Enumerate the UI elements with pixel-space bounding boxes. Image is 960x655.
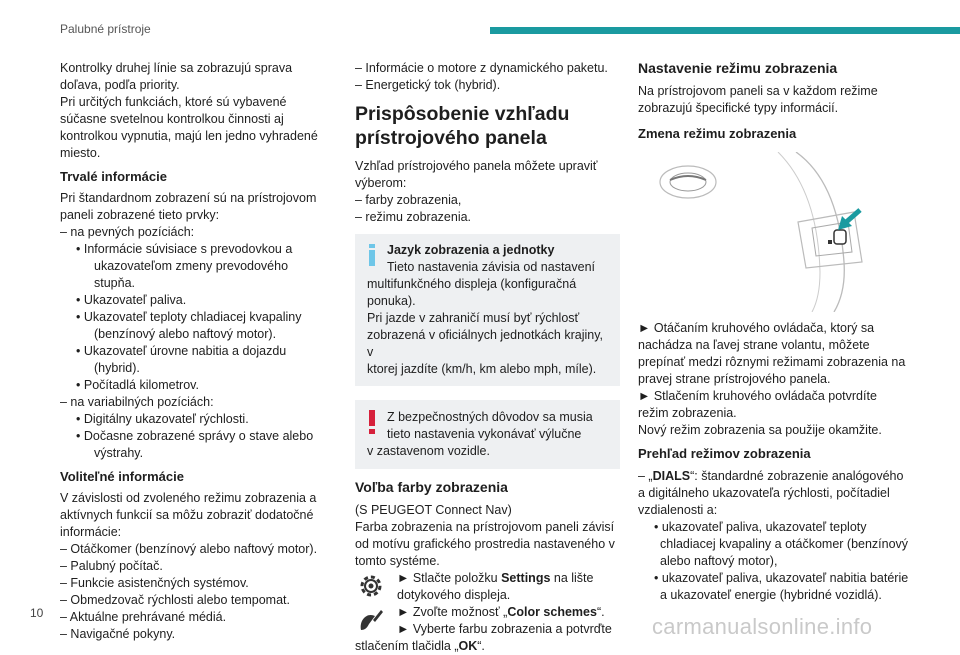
list-item-cont: výstrahy. bbox=[94, 446, 144, 460]
heading-volitelne: Voliteľné informácie bbox=[60, 469, 184, 484]
list-item: – Energetický tok (hybrid). bbox=[355, 78, 501, 92]
gear-icon bbox=[357, 572, 385, 600]
text-line: Kontrolky druhej línie sa zobrazujú sprava bbox=[60, 61, 293, 75]
text-line: – na variabilných pozíciách: bbox=[60, 395, 214, 409]
text-line: Na prístrojovom paneli sa v každom režime bbox=[638, 84, 878, 98]
text-line: ponuka). bbox=[367, 294, 416, 308]
text-line: režim zobrazenia. bbox=[638, 406, 737, 420]
text-line: nachádza na ľavej strane volantu, môžete bbox=[638, 338, 870, 352]
text-line: Tieto nastavenia závisia od nastavení bbox=[387, 260, 595, 274]
section-title-line: Prispôsobenie vzhľadu bbox=[355, 103, 570, 125]
heading-nastavenie: Nastavenie režimu zobrazenia bbox=[638, 60, 838, 76]
page-number: 10 bbox=[30, 606, 44, 620]
list-item: • Digitálny ukazovateľ rýchlosti. bbox=[60, 411, 332, 428]
list-item: – Funkcie asistenčných systémov. bbox=[60, 576, 249, 590]
heading-zmena: Zmena režimu zobrazenia bbox=[638, 126, 797, 141]
text-line: Pri jazde v zahraničí musí byť rýchlosť bbox=[367, 311, 580, 325]
text-line: kontrolkou vypnutia, majú len jedno vyhradené bbox=[60, 129, 318, 143]
running-header: Palubné prístroje bbox=[60, 22, 151, 36]
text-line: tomto systéme. bbox=[355, 554, 440, 568]
text-line: tieto nastavenia vykonávať výlučne bbox=[387, 427, 582, 441]
warning-box bbox=[355, 400, 620, 469]
step-settings bbox=[355, 570, 620, 604]
text-line: – na pevných pozíciách: bbox=[60, 225, 195, 239]
list-item: – farby zobrazenia, bbox=[355, 193, 462, 207]
list-item: • ukazovateľ paliva, ukazovateľ teploty bbox=[638, 519, 913, 536]
step-line: ► Vyberte farbu zobrazenia a potvrďte bbox=[397, 622, 612, 636]
list-item: • Ukazovateľ úrovne nabitia a dojazdu bbox=[60, 343, 332, 360]
list-item: – režimu zobrazenia. bbox=[355, 210, 472, 224]
list-item-cont: alebo naftový motor), bbox=[660, 554, 778, 568]
text-line: ► Stlačením kruhového ovládača potvrdíte bbox=[638, 389, 877, 403]
list-item: – Palubný počítač. bbox=[60, 559, 163, 573]
heading-prehlad: Prehľad režimov zobrazenia bbox=[638, 446, 811, 461]
list-item-cont: (benzínový alebo naftový motor). bbox=[94, 327, 277, 341]
text-line: miesto. bbox=[60, 146, 101, 160]
text-line: súčasne svetelnou kontrolkou činnosti aj bbox=[60, 112, 284, 126]
text-line: prepínať medzi rôznymi režimami zobrazenia na bbox=[638, 355, 906, 369]
list-item-cont: chladiacej kvapaliny a otáčkomer (benzínový bbox=[660, 537, 909, 551]
text-line: aktívnych funkcií sa môžu zobraziť dodatočné bbox=[60, 508, 314, 522]
list-item-cont: a ukazovateľ energie (hybridné vozidlá). bbox=[660, 588, 882, 602]
palette-icon bbox=[357, 606, 385, 634]
list-item: – Otáčkomer (benzínový alebo naftový motor). bbox=[60, 542, 318, 556]
text-line: Z bezpečnostných dôvodov sa musia bbox=[387, 410, 593, 424]
list-item: – Obmedzovač rýchlosti alebo tempomat. bbox=[60, 593, 290, 607]
column-3 bbox=[638, 60, 913, 604]
heading-farba: Voľba farby zobrazenia bbox=[355, 479, 508, 495]
step-color-schemes bbox=[355, 604, 620, 638]
list-item: – Navigačné pokyny. bbox=[60, 627, 176, 641]
column-2 bbox=[355, 60, 620, 655]
text-line: Farba zobrazenia na prístrojovom paneli závisí bbox=[355, 520, 615, 534]
list-item: • Ukazovateľ teploty chladiacej kvapaliny bbox=[60, 309, 332, 326]
text-line: a digitálneho ukazovateľa rýchlosti, počítadiel bbox=[638, 486, 890, 500]
step-line: dotykového displeja. bbox=[397, 588, 511, 602]
steering-wheel-icon bbox=[648, 152, 898, 312]
list-item: • Informácie súvisiace s prevodovkou a bbox=[60, 241, 332, 258]
list-item: – Informácie o motore z dynamického paketu. bbox=[355, 61, 608, 75]
list-item: – Aktuálne prehrávané médiá. bbox=[60, 610, 227, 624]
step-line: stlačením tlačidla „OK“. bbox=[355, 639, 485, 653]
info-box bbox=[355, 234, 620, 386]
text-line: multifunkčného displeja (konfiguračná bbox=[367, 277, 577, 291]
text-line: zobrazujú špecifické typy informácií. bbox=[638, 101, 839, 115]
watermark: carmanualsonline.info bbox=[652, 614, 873, 639]
info-icon bbox=[369, 244, 375, 266]
list-item: • Počítadlá kilometrov. bbox=[60, 377, 332, 394]
section-title bbox=[355, 102, 620, 150]
text-line: Vzhľad prístrojového panela môžete upraviť bbox=[355, 159, 598, 173]
column-1 bbox=[60, 60, 332, 643]
step-line: ► Stlačte položku Settings na lište bbox=[397, 571, 594, 585]
text-line: pravej strane prístrojového panela. bbox=[638, 372, 831, 386]
list-item: • Ukazovateľ paliva. bbox=[60, 292, 332, 309]
text-line: ► Otáčaním kruhového ovládača, ktorý sa bbox=[638, 321, 875, 335]
text-line: Nový režim zobrazenia sa použije okamžite. bbox=[638, 423, 882, 437]
section-title-line: prístrojového panela bbox=[355, 127, 547, 149]
list-item: • ukazovateľ paliva, ukazovateľ nabitia batérie bbox=[638, 570, 913, 587]
list-item: • Dočasne zobrazené správy o stave alebo bbox=[60, 428, 332, 445]
steering-wheel-illustration bbox=[648, 152, 898, 312]
step-line: ► Zvoľte možnosť „Color schemes“. bbox=[397, 605, 605, 619]
warning-icon bbox=[369, 410, 375, 434]
header-accent-bar bbox=[490, 27, 960, 34]
text-line: informácie: bbox=[60, 525, 122, 539]
text-line: (S PEUGEOT Connect Nav) bbox=[355, 503, 512, 517]
text-line: Pri štandardnom zobrazení sú na prístrojovom bbox=[60, 191, 317, 205]
heading-trvale: Trvalé informácie bbox=[60, 169, 167, 184]
text-line: v zastavenom vozidle. bbox=[367, 444, 490, 458]
text-line: doľava, podľa priority. bbox=[60, 78, 180, 92]
text-line: výberom: bbox=[355, 176, 407, 190]
list-item-cont: (hybrid). bbox=[94, 361, 140, 375]
info-title: Jazyk zobrazenia a jednotky bbox=[387, 243, 555, 257]
text-line: – „DIALS“: štandardné zobrazenie analógového bbox=[638, 469, 904, 483]
text-line: vzdialenosti a: bbox=[638, 503, 718, 517]
text-line: V závislosti od zvoleného režimu zobrazenia a bbox=[60, 491, 317, 505]
text-line: zobrazená v oficiálnych jednotkách krajiny, v bbox=[367, 328, 604, 359]
list-item-cont: ukazovateľom zmeny prevodového stupňa. bbox=[94, 259, 289, 290]
text-line: Pri určitých funkciách, ktoré sú vybavené bbox=[60, 95, 287, 109]
text-line: ktorej jazdíte (km/h, km alebo mph, míle). bbox=[367, 362, 597, 376]
text-line: od motívu grafického prostredia nastaveného v bbox=[355, 537, 615, 551]
text-line: paneli zobrazené tieto prvky: bbox=[60, 208, 220, 222]
